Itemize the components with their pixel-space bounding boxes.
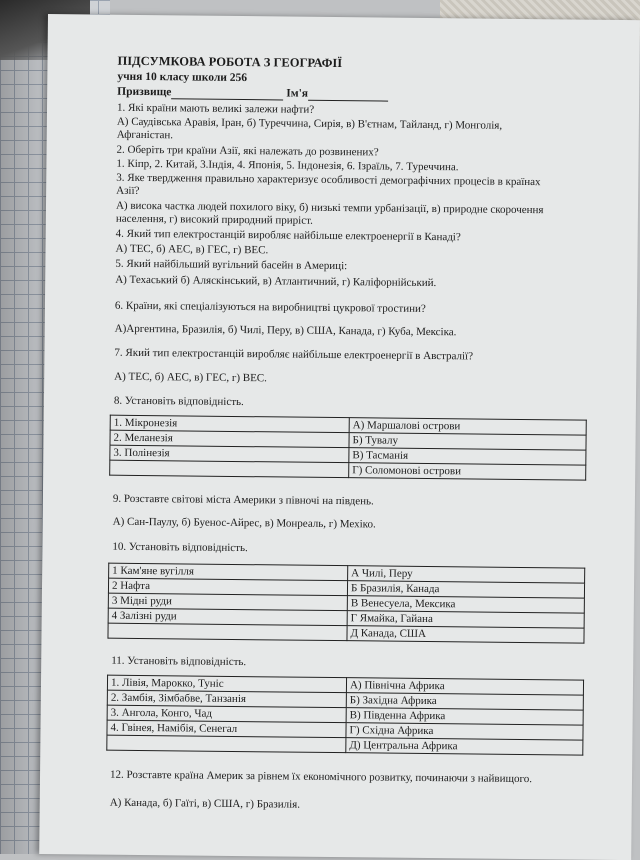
question-10: 10. Установіть відповідність. bbox=[112, 540, 248, 555]
table-cell: Б Бразилія, Канада bbox=[347, 581, 584, 598]
question-3-cont: Азії? bbox=[116, 184, 140, 197]
table-cell bbox=[110, 460, 349, 478]
table-10 bbox=[107, 563, 585, 644]
question-1: 1. Які країни мають великі залежи нафти? bbox=[116, 101, 315, 116]
table-8 bbox=[109, 415, 587, 481]
answer-3: А) висока частка людей похилого віку, б) низькі темпи урбанізації, в) природне скорочення bbox=[115, 199, 544, 217]
table-cell: Б) Західна Африка bbox=[346, 693, 583, 710]
answer-1-cont: Афганістан. bbox=[116, 128, 174, 142]
question-5: 5. Який найбільший вугільний басейн в Америці: bbox=[115, 257, 348, 273]
question-9: 9. Розставте світові міста Америки з півночі на південь. bbox=[112, 492, 374, 508]
answer-6: А)Аргентина, Бразилія, б) Чилі, Перу, в) США, Канада, г) Куба, Мексіка. bbox=[114, 322, 457, 339]
question-7: 7. Який тип електростанцій виробляє найбільше електроенергії в Австралії? bbox=[114, 346, 474, 363]
question-3: 3. Яке твердження правильно характеризує особливості демографічних процесів в країнах bbox=[116, 171, 541, 189]
table-cell: А Чилі, Перу bbox=[348, 566, 585, 583]
table-cell: Д Канада, США bbox=[347, 626, 584, 643]
question-8: 8. Установіть відповідність. bbox=[113, 394, 244, 409]
surname-line bbox=[171, 98, 283, 100]
table-cell: А) Північна Африка bbox=[346, 678, 583, 695]
answer-12: А) Канада, б) Гаїті, в) США, г) Бразилія. bbox=[109, 796, 301, 811]
question-4: 4. Який тип електростанцій виробляє найбільше електроенергії в Канаді? bbox=[115, 227, 461, 244]
table-cell: В Венесуела, Мексика bbox=[347, 596, 584, 613]
table-cell: 4 Залізні руди bbox=[108, 608, 347, 626]
table-cell: 3. Полінезія bbox=[110, 445, 349, 463]
table-cell: 2. Замбія, Зімбабве, Танзанія bbox=[107, 690, 346, 708]
table-11 bbox=[106, 675, 584, 756]
answer-7: А) ТЕС, б) АЕС, в) ГЕС, г) ВЕС. bbox=[114, 370, 267, 385]
page-subtitle: учня 10 класу школи 256 bbox=[117, 70, 248, 85]
table-cell: 3 Мідні руди bbox=[108, 593, 347, 611]
worksheet-content bbox=[109, 53, 623, 811]
table-cell: 1. Лівія, Марокко, Туніс bbox=[107, 675, 346, 693]
table-cell: Д) Центральна Африка bbox=[346, 738, 583, 755]
table-cell: Б) Тувалу bbox=[349, 433, 586, 450]
answer-9: А) Сан-Паулу, б) Буенос-Айрес, в) Монреаль, г) Мехіко. bbox=[112, 515, 376, 531]
question-6: 6. Країни, які спеціалізуються на виробництві цукрової тростини? bbox=[114, 299, 426, 315]
table-cell: Г) Східна Африка bbox=[346, 723, 583, 740]
question-12: 12. Розставте країна Америк за рівнем їх економічного розвитку, починаючи з найвищого. bbox=[109, 768, 533, 786]
table-cell: 1. Мікронезія bbox=[110, 415, 349, 433]
worksheet-page bbox=[39, 14, 640, 860]
table-cell: В) Тасманія bbox=[349, 448, 586, 465]
table-cell bbox=[107, 735, 346, 753]
surname-label: Призвище bbox=[117, 85, 172, 99]
answer-5: А) Техаський б) Аляскінський, в) Атлантичний, г) Каліфорнійський. bbox=[115, 273, 437, 290]
table-cell: 1 Кам'яне вугілля bbox=[109, 563, 348, 581]
question-2: 2. Оберіть три країни Азії, які належать до розвинених? bbox=[116, 143, 379, 159]
table-cell bbox=[108, 623, 347, 641]
table-cell: 3. Ангола, Конго, Чад bbox=[107, 705, 346, 723]
name-fields bbox=[117, 86, 388, 102]
page-title: ПІДСУМКОВА РОБОТА З ГЕОГРАФІЇ bbox=[117, 53, 343, 71]
name-label: Ім'я bbox=[286, 87, 309, 100]
answer-4: А) ТЕС, б) АЕС, в) ГЕС, г) ВЕС. bbox=[115, 242, 269, 257]
question-11: 11. Установіть відповідність. bbox=[111, 654, 247, 669]
answer-3-cont: населення, г) високий природний приріст. bbox=[115, 212, 313, 227]
table-cell: 2 Нафта bbox=[108, 578, 347, 596]
table-cell: В) Південна Африка bbox=[346, 708, 583, 725]
answer-2: 1. Кіпр, 2. Китай, 3.Індія, 4. Японія, 5. Індонезія, 6. Ізраїль, 7. Туреччина. bbox=[116, 157, 459, 174]
table-cell: А) Маршалові острови bbox=[349, 418, 586, 435]
table-cell: Г) Соломонові острови bbox=[349, 463, 586, 480]
answer-1: А) Саудівська Аравія, Іран, б) Туреччина, Сирія, в) В'єтнам, Тайланд, г) Монголія, bbox=[116, 115, 503, 132]
table-cell: Г Ямайка, Гайана bbox=[347, 611, 584, 628]
table-cell: 4. Гвінея, Намібія, Сенегал bbox=[107, 720, 346, 738]
name-line bbox=[308, 100, 388, 102]
table-cell: 2. Меланезія bbox=[110, 430, 349, 448]
